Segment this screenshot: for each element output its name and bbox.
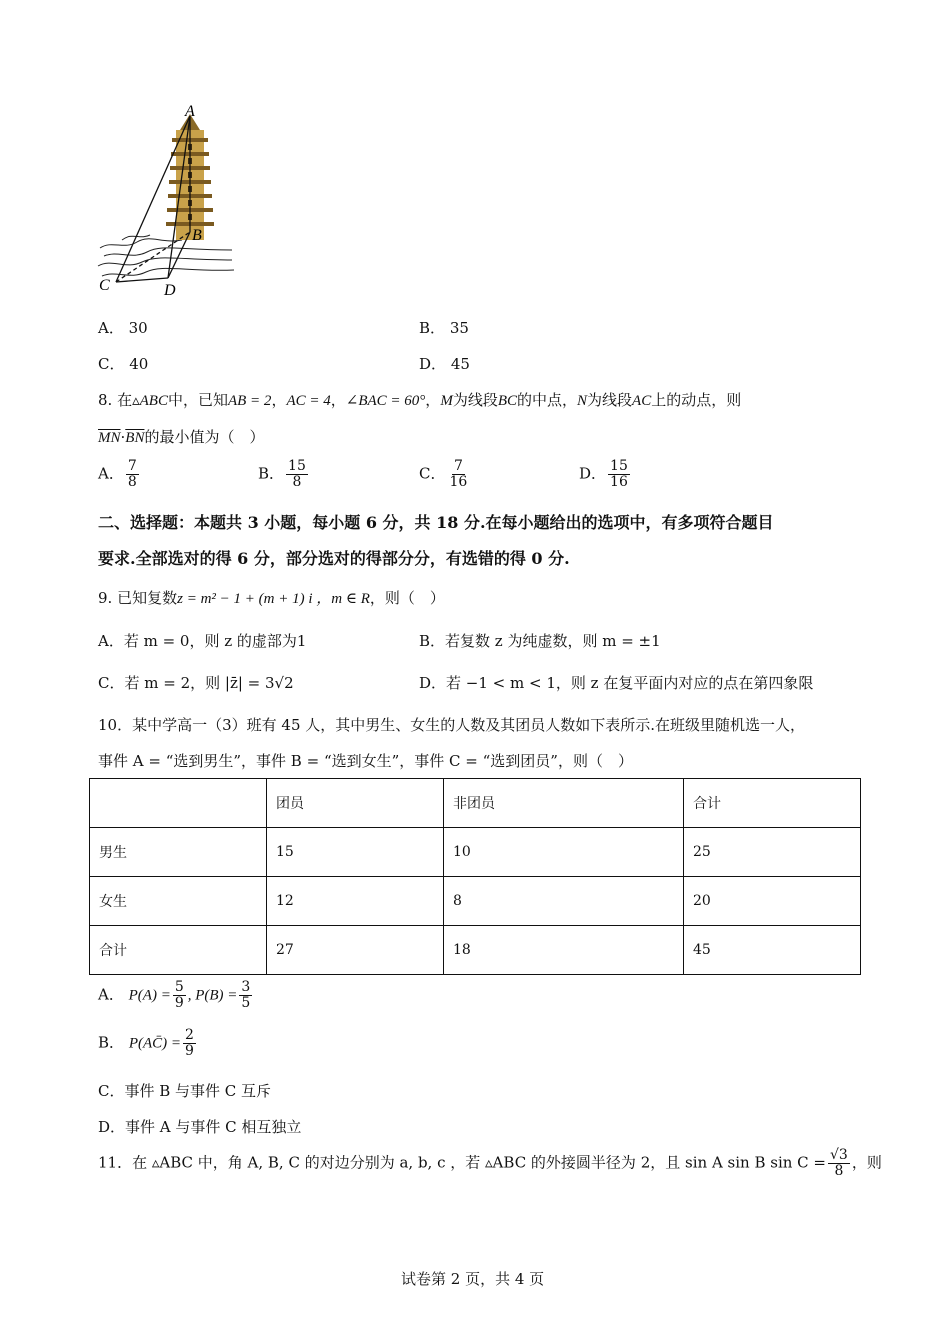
table-row [90,926,861,975]
point-b-label: B [192,227,202,244]
q10-table [89,778,861,975]
section-heading-line2: 要求.全部选对的得 6 分，部分选对的得部分分，有选错的得 0 分. [98,549,570,568]
q10-option-b: B． P(AC̄) = $\frac{2}{9}$ [98,1027,194,1059]
section-heading-line1: 二、选择题：本题共 3 小题，每小题 6 分，共 18 分.在每小题给出的选项中，有多项符合题目 [98,513,774,532]
q8-stem: 8. 在▵ABC中，已知AB = 2，AC = 4，∠BAC = 60°，M为线段BC的中点，N为线段AC上的动点，则 [98,391,742,409]
pagoda-figure [92,100,242,300]
table-row [90,828,861,877]
table-cell: 合计 [90,926,267,975]
table-cell: 27 [267,926,444,975]
q7-option-a: A． 30 [98,319,148,337]
q10-stem-line1: 10．某中学高一（3）班有 45 人，其中男生、女生的人数及其团员人数如下表所示.在班级里随机选一人， [98,716,806,734]
q8-option-d: D． $\frac{15}{16}$ [579,458,628,490]
water-waves [98,235,234,276]
point-d-label: D [164,282,176,299]
q9-option-b: B．若复数 z 为纯虚数，则 m = ±1 [419,632,661,650]
table-cell: 20 [684,877,861,926]
table-cell: 女生 [90,877,267,926]
q8-option-b: B． $\frac{15}{8}$ [258,458,306,490]
point-c-label: C [99,277,110,294]
q8-option-a: A． $\frac{7}{8}$ [98,458,137,490]
q11-stem: 11．在 ▵ABC 中，角 A, B, C 的对边分别为 a, b, c ，若 ▵ABC 的外接圆半径为 2，且 sin A sin B sin C = $\frac{√3}{8}$ ，则 [98,1147,882,1179]
q9-option-d: D．若 −1 < m < 1，则 z 在复平面内对应的点在第四象限 [419,674,814,692]
triangle-lines [116,116,190,282]
page-footer: 试卷第 2 页，共 4 页 [401,1270,545,1288]
q8-option-c: C． $\frac{7}{16}$ [419,458,468,490]
table-cell: 男生 [90,828,267,877]
table-cell: 8 [444,877,684,926]
q10-option-a: A． P(A) = $\frac{5}{9}$ , P(B) = $\frac{3}{5}$ [98,979,251,1011]
q7-option-c: C． 40 [98,355,149,373]
table-header-cell: 合计 [684,779,861,828]
q8-stem-line2: $\overline{MN}\cdot\overline{BN}$的最小值为（ ） [98,428,265,446]
q9-option-a: A．若 m = 0，则 z 的虚部为1 [98,632,307,650]
point-a-label: A [185,103,195,120]
table-cell: 18 [444,926,684,975]
q10-option-c: C．事件 B 与事件 C 互斥 [98,1082,272,1100]
table-header-cell [90,779,267,828]
q9-option-c: C．若 m = 2，则 |z̄| = 3√2 [98,674,294,692]
table-header-cell: 团员 [267,779,444,828]
table-cell: 15 [267,828,444,877]
table-cell: 10 [444,828,684,877]
q7-option-b: B． 35 [419,319,469,337]
table-header-cell: 非团员 [444,779,684,828]
q9-stem: 9. 已知复数z = m² − 1 + (m + 1) i ，m ∈ R，则（ ） [98,589,445,607]
q7-option-d: D． 45 [419,355,470,373]
table-row [90,877,861,926]
q10-stem-line2: 事件 A = “选到男生”，事件 B = “选到女生”，事件 C = “选到团员”，则（ ） [98,752,633,770]
table-cell: 45 [684,926,861,975]
q10-option-d: D．事件 A 与事件 C 相互独立 [98,1118,302,1136]
table-cell: 12 [267,877,444,926]
table-cell: 25 [684,828,861,877]
table-header-row [90,779,861,828]
